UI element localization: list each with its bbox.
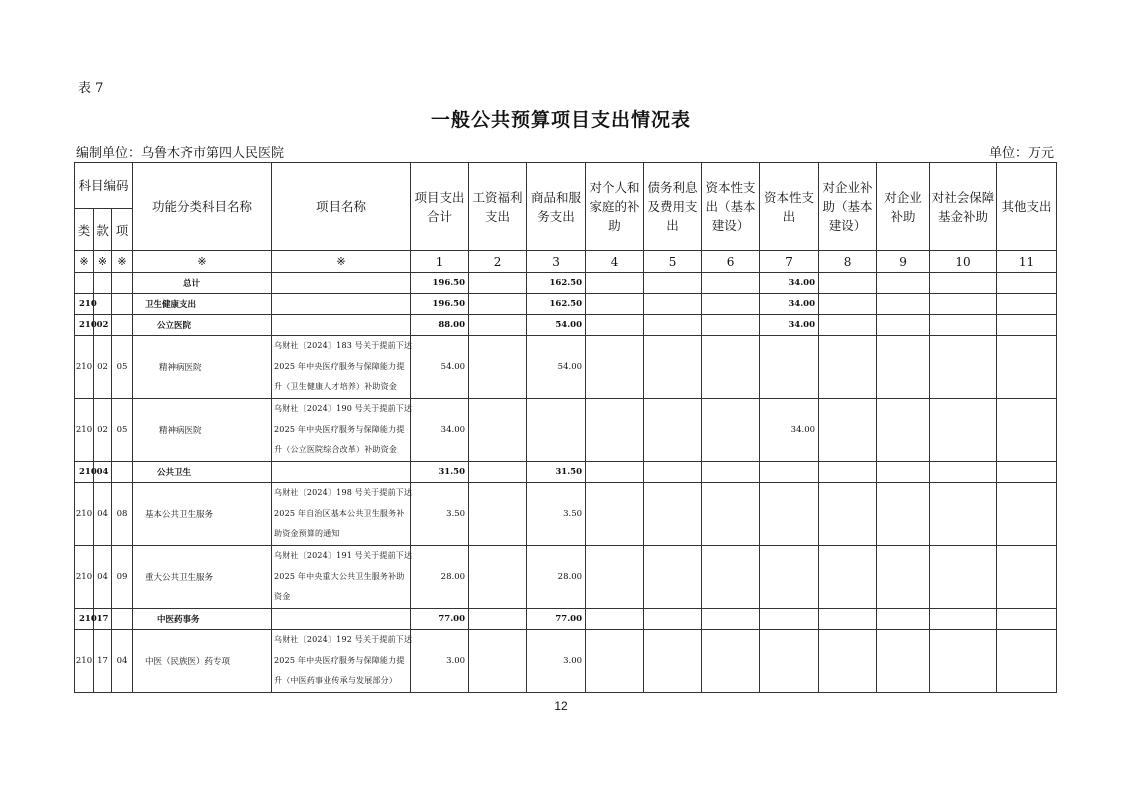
amount-cell: 88.00 [411,315,469,336]
table-row-detail [75,483,1057,546]
xiang-cell: 08 [112,483,133,546]
func-name-cell: 重大公共卫生服务 [133,546,272,609]
table-row [75,315,1057,336]
amount-cell: 34.00 [760,273,819,294]
func-name-cell: 中医（民族医）药专项 [133,630,272,693]
col-header-7: 资本性支 出 [760,163,819,251]
col-header-6: 资本性支 出（基本 建设） [702,163,760,251]
page-title: 一般公共预算项目支出情况表 [430,109,691,131]
func-name-cell: 精神病医院 [133,399,272,462]
unit-label: 单位：万元 [988,146,1054,161]
kuan-header: 款 [94,209,112,251]
amount-cell: 31.50 [411,462,469,483]
budget-table [74,162,1057,693]
kuan-cell: 02 [94,336,112,399]
amount-cell: 34.00 [760,315,819,336]
col-number: 7 [760,251,819,273]
amount-cell: 28.00 [527,546,586,609]
amount-cell [527,399,586,462]
org-label: 编制单位：乌鲁木齐市第四人民医院 [76,146,285,161]
xiang-cell: 05 [112,399,133,462]
col-number: 1 [411,251,469,273]
table-row-total [75,273,1057,294]
col-header-10: 对社会保障 基金补助 [930,163,997,251]
table-row-detail [75,336,1057,399]
amount-cell: 54.00 [411,336,469,399]
xiang-cell: 09 [112,546,133,609]
amount-cell: 3.50 [527,483,586,546]
amount-cell: 3.00 [527,630,586,693]
func-name-cell: 中医药事务 [133,609,272,630]
col-number: 10 [930,251,997,273]
col-header-11: 其他支出 [997,163,1057,251]
col-header-9: 对企业 补助 [877,163,930,251]
lei-cell: 210 [75,483,94,546]
project-name-cell: 乌财社〔2024〕198 号关于提前下达 2025 年自治区基本公共卫生服务补 助资金预算的通知 [272,483,411,546]
col-header-3: 商品和服 务支出 [527,163,586,251]
header-row-3 [75,251,1057,273]
lei-header: 类 [75,209,94,251]
func-name-cell: 卫生健康支出 [133,294,272,315]
kuan-cell: 02 [94,399,112,462]
amount-cell: 162.50 [527,294,586,315]
amount-cell: 77.00 [411,609,469,630]
col-header-5: 债务利息 及费用支 出 [644,163,702,251]
amount-cell: 54.00 [527,336,586,399]
table-row [75,609,1057,630]
func-name-cell: 精神病医院 [133,336,272,399]
table-row [75,294,1057,315]
amount-cell: 34.00 [760,294,819,315]
col-number: 5 [644,251,702,273]
project-name-cell: 乌财社〔2024〕192 号关于提前下达 2025 年中央医疗服务与保障能力提 升（中医药事业传承与发展部分） [272,630,411,693]
col-header-1: 项目支出 合计 [411,163,469,251]
xiang-cell: 05 [112,336,133,399]
lei-cell: 210 [75,336,94,399]
xiang-header: 项 [112,209,133,251]
subject-code-header: 科目编码 [75,163,133,209]
col-header-4: 对个人和 家庭的补 助 [586,163,644,251]
amount-cell: 34.00 [760,399,819,462]
table-row-detail [75,399,1057,462]
func-name-header: 功能分类科目名称 [133,163,272,251]
mark-cell: ※ [94,251,112,273]
lei-cell: 210 [75,609,94,630]
col-header-2: 工资福利 支出 [469,163,527,251]
col-number: 2 [469,251,527,273]
table-row-detail [75,630,1057,693]
xiang-cell: 04 [112,630,133,693]
page-number: 12 [554,699,568,713]
kuan-cell: 04 [94,462,112,483]
mark-cell: ※ [133,251,272,273]
amount-cell: 28.00 [411,546,469,609]
amount-cell: 54.00 [527,315,586,336]
kuan-cell: 04 [94,483,112,546]
amount-cell: 3.00 [411,630,469,693]
kuan-cell: 04 [94,546,112,609]
amount-cell: 162.50 [527,273,586,294]
func-name-cell: 公共卫生 [133,462,272,483]
project-name-cell: 乌财社〔2024〕191 号关于提前下达 2025 年中央重大公共卫生服务补助 资金 [272,546,411,609]
amount-cell [760,336,819,399]
col-header-8: 对企业补 助（基本 建设） [819,163,877,251]
table-row [75,462,1057,483]
func-name-cell: 公立医院 [133,315,272,336]
lei-cell: 210 [75,399,94,462]
col-number: 4 [586,251,644,273]
col-number: 8 [819,251,877,273]
func-name-cell: 基本公共卫生服务 [133,483,272,546]
mark-cell: ※ [112,251,133,273]
amount-cell: 31.50 [527,462,586,483]
col-number: 9 [877,251,930,273]
col-number: 3 [527,251,586,273]
mark-cell: ※ [272,251,411,273]
amount-cell: 34.00 [411,399,469,462]
lei-cell: 210 [75,546,94,609]
kuan-cell: 02 [94,315,112,336]
amount-cell: 3.50 [411,483,469,546]
lei-cell: 210 [75,462,94,483]
table-row-detail [75,546,1057,609]
amount-cell: 196.50 [411,273,469,294]
lei-cell: 210 [75,315,94,336]
amount-cell: 77.00 [527,609,586,630]
table-tag: 表 7 [78,81,104,96]
col-number: 11 [997,251,1057,273]
mark-cell: ※ [75,251,94,273]
project-name-cell: 乌财社〔2024〕183 号关于提前下达 2025 年中央医疗服务与保障能力提 升（卫生健康人才培养）补助资金 [272,336,411,399]
header-row-1 [75,163,1057,209]
col-number: 6 [702,251,760,273]
lei-cell: 210 [75,630,94,693]
amount-cell: 196.50 [411,294,469,315]
project-name-cell: 乌财社〔2024〕190 号关于提前下达 2025 年中央医疗服务与保障能力提 升（公立医院综合改革）补助资金 [272,399,411,462]
kuan-cell: 17 [94,630,112,693]
lei-cell: 210 [75,294,94,315]
func-name-cell: 总计 [133,273,272,294]
proj-name-header: 项目名称 [272,163,411,251]
kuan-cell: 17 [94,609,112,630]
